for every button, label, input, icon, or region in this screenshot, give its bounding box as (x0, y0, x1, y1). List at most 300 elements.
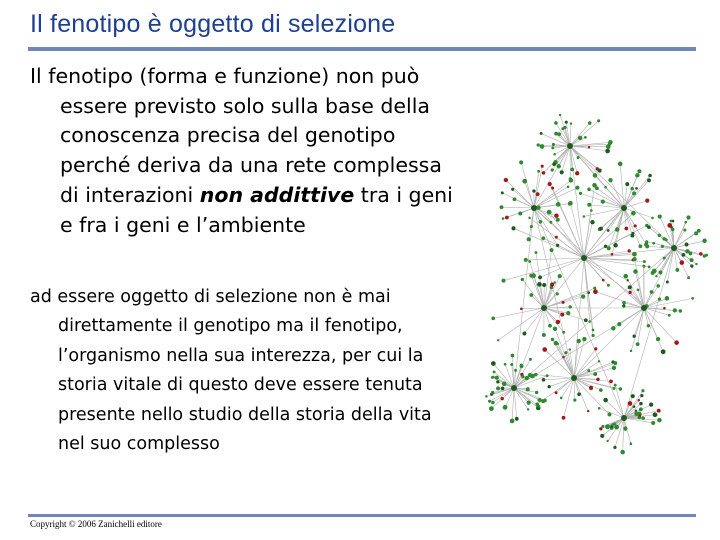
network-node (620, 450, 625, 455)
network-node (639, 414, 642, 417)
network-node (496, 386, 500, 390)
network-node (584, 136, 587, 139)
network-node (601, 199, 605, 203)
network-node (537, 143, 540, 146)
network-node (641, 389, 644, 392)
network-node (628, 249, 631, 252)
network-node (515, 417, 519, 421)
network-node (564, 351, 567, 354)
network-node (674, 340, 679, 345)
network-node (560, 313, 564, 317)
network-node (593, 174, 596, 177)
network-node (631, 394, 635, 398)
network-node (541, 399, 545, 403)
network-node (602, 279, 605, 282)
network-node (645, 245, 649, 249)
network-node (532, 189, 535, 192)
network-node (634, 224, 637, 227)
network-node (686, 215, 690, 219)
network-node (537, 405, 540, 408)
network-edge (536, 375, 574, 378)
network-edge (574, 378, 588, 411)
network-node (538, 275, 542, 279)
network-node (526, 387, 530, 391)
network-node (603, 398, 608, 403)
network-node (538, 398, 542, 402)
p1-line-6: e fra i geni e l’ambiente (60, 212, 306, 237)
network-node (635, 187, 638, 190)
network-node (609, 380, 613, 384)
network-node (623, 426, 627, 430)
network-node (502, 382, 507, 387)
network-node (621, 415, 627, 421)
network-node (537, 170, 540, 173)
network-node (584, 318, 588, 322)
emphasis-non-additive: non addittive (199, 182, 355, 207)
network-node (673, 308, 677, 312)
network-node (619, 387, 622, 390)
network-node (581, 295, 585, 299)
network-edge (624, 208, 632, 236)
network-node (613, 387, 616, 390)
network-node (535, 391, 538, 394)
network-node (519, 160, 523, 164)
network-node (590, 220, 594, 224)
network-node (599, 427, 602, 430)
network-edge (570, 146, 600, 171)
network-node (639, 244, 643, 248)
network-node (680, 260, 685, 265)
network-node (583, 215, 586, 218)
network-node (541, 305, 547, 311)
network-node (560, 397, 563, 400)
p1-line-5-head: di interazioni (60, 182, 200, 207)
network-node (598, 360, 600, 362)
network-node (529, 293, 533, 297)
network-node (578, 136, 582, 140)
network-node (641, 416, 645, 420)
network-node (542, 283, 546, 287)
network-node (675, 268, 679, 272)
network-node (690, 264, 693, 267)
network-node (682, 253, 686, 257)
network-node (528, 373, 532, 377)
paragraph-phenotype (30, 62, 453, 240)
network-edge (624, 248, 674, 418)
p2-line-4: storia vitale di questo deve essere tenuta (58, 375, 423, 396)
network-node (511, 226, 515, 230)
network-node (581, 255, 587, 261)
network-node (520, 307, 523, 310)
network-node (605, 149, 610, 154)
network-node (493, 370, 496, 373)
network-node (551, 147, 554, 150)
network-node (540, 132, 543, 135)
network-node (589, 386, 593, 390)
network-node (647, 225, 650, 228)
network-node (665, 238, 668, 241)
network-node (520, 364, 523, 367)
network-node (593, 289, 598, 294)
network-edge (514, 228, 584, 258)
network-node (613, 243, 617, 247)
network-node (496, 380, 499, 383)
network-node (598, 169, 602, 173)
network-node (513, 197, 517, 201)
network-edge (619, 308, 644, 324)
p2-line-5: presente nello studio della storia della vita (58, 404, 432, 425)
network-node (521, 278, 524, 281)
network-node (637, 169, 641, 173)
network-node (604, 186, 607, 189)
network-node (599, 388, 603, 392)
network-node (575, 186, 579, 190)
network-node (652, 242, 655, 245)
network-node (554, 214, 558, 218)
network-node (632, 191, 636, 195)
network-node (630, 442, 633, 445)
network-node (528, 260, 531, 263)
network-edge (570, 123, 590, 146)
network-node (539, 220, 543, 224)
network-node (648, 174, 652, 178)
network-node (651, 421, 655, 425)
network-node (614, 425, 619, 430)
network-edge (584, 258, 608, 285)
network-node (527, 237, 531, 241)
network-edge (624, 418, 631, 444)
network-node (639, 402, 643, 406)
network-node (501, 191, 504, 194)
network-node (550, 248, 554, 252)
network-node (658, 297, 661, 300)
network-node (501, 387, 505, 391)
network-node (625, 182, 629, 186)
network-node (567, 143, 573, 149)
network-node (566, 311, 570, 315)
network-node (645, 240, 648, 243)
network-edge (644, 308, 658, 339)
network-node (614, 384, 617, 387)
network-node (598, 407, 601, 410)
network-edge (552, 146, 570, 170)
network-node (587, 410, 589, 412)
network-node (606, 440, 608, 442)
network-node (488, 400, 491, 403)
p2-line-1: ad essere oggetto di selezione non è mai (30, 287, 391, 307)
network-edge (624, 208, 653, 218)
network-edge (597, 188, 624, 208)
network-node (530, 225, 533, 228)
network-node (593, 372, 597, 376)
network-node (510, 419, 515, 424)
network-node (633, 269, 638, 274)
network-node (621, 205, 627, 211)
network-node (685, 249, 689, 253)
network-node (562, 331, 565, 334)
network-node (527, 400, 531, 404)
network-node (605, 425, 610, 430)
network-edge (623, 418, 624, 452)
network-node (697, 229, 701, 233)
p1-line-1: Il fenotipo (forma e funzione) non può (30, 64, 420, 88)
network-node (554, 341, 558, 345)
title-divider (28, 47, 696, 51)
network-node (489, 406, 494, 411)
network-edge (570, 124, 571, 146)
network-node (522, 179, 527, 184)
network-node (510, 363, 513, 366)
network-node (661, 349, 666, 354)
network-node (636, 342, 640, 346)
network-node (611, 326, 615, 330)
network-edge (584, 258, 628, 280)
network-node (552, 162, 556, 166)
network-node (491, 376, 494, 379)
p1-line-5-tail: tra i geni (354, 182, 453, 207)
network-node (668, 314, 671, 317)
network-node (684, 221, 687, 224)
network-node (560, 170, 564, 174)
network-node (504, 363, 507, 366)
network-node (655, 275, 657, 277)
network-node (608, 140, 612, 144)
network-node (540, 144, 545, 149)
network-node (622, 301, 626, 305)
network-node (491, 391, 494, 394)
network-node (504, 178, 508, 182)
network-node (699, 252, 702, 255)
network-node (633, 257, 637, 261)
network-node (522, 332, 526, 336)
network-edge (564, 378, 574, 418)
network-node (640, 394, 643, 397)
network-node (650, 290, 654, 294)
network-node (524, 258, 528, 262)
p2-line-3: l’organismo nella sua interezza, per cui la (58, 345, 424, 366)
network-node (531, 273, 536, 278)
network-node (615, 227, 619, 231)
network-edge (534, 276, 544, 308)
network-node (505, 216, 509, 220)
network-node (613, 446, 616, 449)
network-node (595, 186, 599, 190)
network-edge (524, 308, 544, 333)
network-node (590, 209, 593, 212)
network-node (587, 291, 590, 294)
network-node (658, 234, 661, 237)
network-node (556, 164, 561, 169)
network-node (553, 153, 556, 156)
footer-divider (28, 514, 696, 517)
network-node (552, 143, 555, 146)
network-node (542, 347, 547, 352)
network-node (511, 354, 515, 358)
network-node (529, 358, 532, 361)
network-node (579, 192, 582, 195)
slide-title: Il fenotipo è oggetto di selezione (30, 10, 396, 38)
network-node (577, 156, 580, 159)
network-node (632, 252, 637, 257)
network-node (691, 297, 694, 300)
network-node (491, 317, 495, 321)
network-node (587, 369, 590, 372)
network-node (639, 407, 643, 411)
network-node (565, 121, 568, 124)
network-node (703, 254, 706, 257)
network-node (511, 385, 517, 391)
p1-line-5 (30, 181, 453, 211)
network-edge (531, 276, 544, 308)
network-node (607, 246, 611, 250)
network-node (628, 401, 633, 406)
network-node (562, 301, 565, 304)
p2-line-6: nel suo complesso (58, 434, 220, 455)
network-node (661, 245, 664, 248)
network-node (647, 178, 651, 182)
network-node (558, 274, 562, 278)
network-node (570, 168, 574, 172)
network-node (657, 409, 661, 413)
network-node (645, 199, 649, 203)
network-node (613, 361, 617, 365)
network-node (628, 285, 632, 289)
network-node (630, 187, 634, 191)
network-node (527, 408, 529, 410)
network-node (554, 121, 558, 125)
network-node (635, 173, 639, 177)
network-node (537, 282, 542, 287)
network-node (641, 305, 647, 311)
network-node (577, 392, 581, 396)
network-node (593, 287, 596, 290)
network-node (591, 334, 594, 337)
network-node (568, 202, 572, 206)
network-node (582, 337, 586, 341)
network-node (562, 356, 564, 358)
network-node (491, 361, 496, 366)
network-node (567, 185, 570, 188)
network-node (511, 188, 514, 191)
network-node (528, 217, 530, 219)
network-node (683, 229, 686, 232)
network-edge (584, 258, 593, 335)
network-node (618, 162, 623, 167)
p2-line-2: direttamente il genotipo ma il fenotipo, (58, 316, 403, 337)
network-node (536, 192, 540, 196)
copyright-text: Copyright © 2006 Zanichelli editore (30, 519, 162, 529)
network-node (651, 271, 655, 275)
network-node (542, 333, 546, 337)
network-node (547, 210, 552, 215)
network-node (502, 217, 505, 220)
network-node (599, 227, 603, 231)
network-edge (574, 378, 609, 414)
network-node (548, 182, 552, 186)
network-edge (555, 329, 574, 378)
network-node (562, 416, 566, 420)
network-node (633, 335, 636, 338)
network-node (495, 376, 499, 380)
network-node (561, 127, 564, 130)
network-node (485, 395, 488, 398)
network-node (597, 119, 600, 122)
network-node (550, 282, 554, 286)
network-node (503, 405, 508, 410)
network-node (667, 223, 672, 228)
network-node (556, 244, 559, 247)
network-node (542, 236, 546, 240)
network-node (607, 412, 611, 416)
p1-line-4: perché deriva da una rete complessa (60, 153, 442, 178)
network-edge (624, 175, 650, 208)
network-edge (534, 208, 574, 378)
network-node (687, 276, 690, 279)
network-node (542, 171, 546, 175)
network-node (531, 205, 537, 211)
network-node (635, 410, 637, 412)
network-edge (570, 146, 674, 248)
network-edge (634, 308, 644, 336)
network-edge (526, 258, 584, 260)
network-node (634, 412, 638, 416)
network-edge (584, 210, 591, 258)
network-node (547, 385, 550, 388)
network-node (551, 186, 554, 189)
network-node (685, 243, 689, 247)
network-edge (538, 208, 584, 258)
network-node (658, 214, 662, 218)
network-edge (561, 378, 574, 398)
network-node (559, 114, 561, 116)
network-node (612, 366, 616, 370)
network-edge (529, 208, 534, 239)
network-node (573, 398, 576, 401)
network-node (656, 337, 660, 341)
network-node (695, 263, 697, 265)
network-node (663, 257, 666, 260)
network-node (627, 279, 629, 281)
network-node (556, 320, 560, 324)
network-node (665, 296, 670, 301)
network-node (657, 418, 661, 422)
gene-interaction-network-icon (474, 58, 720, 458)
network-node (656, 284, 660, 288)
p1-line-3: conoscenza precisa del genotipo (60, 123, 396, 148)
network-node (631, 211, 636, 216)
network-node (653, 412, 658, 417)
network-node (648, 265, 651, 268)
p1-line-2: essere previsto solo sulla base della (60, 93, 430, 118)
network-node (570, 122, 572, 124)
network-node (548, 324, 552, 328)
network-node (514, 369, 517, 372)
network-node (588, 121, 592, 125)
network-node (630, 350, 632, 352)
network-edge (503, 258, 584, 281)
paragraph-selection (30, 283, 432, 459)
network-node (556, 218, 560, 222)
network-node (569, 178, 573, 182)
network-node (607, 284, 610, 287)
network-node (638, 399, 640, 401)
network-node (649, 402, 653, 406)
network-edge (584, 254, 634, 258)
network-node (491, 401, 495, 405)
network-node (633, 405, 636, 408)
network-node (576, 339, 580, 343)
network-node (500, 205, 504, 209)
